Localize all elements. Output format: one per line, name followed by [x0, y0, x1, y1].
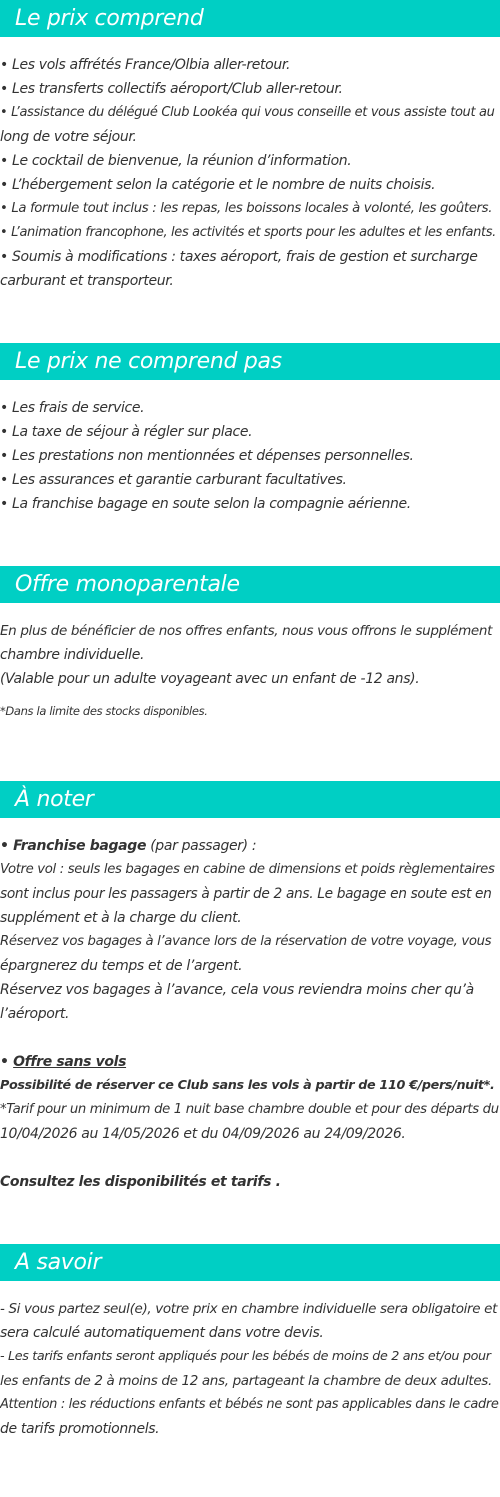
section-a-savoir — [0, 1244, 500, 1441]
paragraph-line: Votre vol : seuls les bagages en cabine de dimensions et poids règlementaires — [0, 862, 495, 877]
offre-highlight: Possibilité de réserver ce Club sans les vols à partir de 110 €/pers/nuit*. — [0, 1078, 495, 1093]
list-item: • Les assurances et garantie carburant facultatives. — [0, 472, 347, 488]
section-a-noter — [0, 781, 500, 1194]
section-body — [0, 53, 500, 293]
offre-bullet: • — [0, 1054, 14, 1070]
paragraph-line: (Valable pour un adulte voyageant avec un enfant de -12 ans). — [0, 671, 420, 687]
section-body — [0, 1297, 500, 1441]
footnote: *Dans la limite des stocks disponibles. — [0, 704, 208, 718]
list-item: • Soumis à modifications : taxes aéroport, frais de gestion et surcharge — [0, 249, 478, 265]
paragraph-line: Réservez vos bagages à l’avance, cela vous reviendra moins cher qu’à — [0, 982, 474, 998]
list-item: • Les transferts collectifs aéroport/Club aller-retour. — [0, 81, 343, 97]
section-title: Le prix comprend — [0, 0, 500, 37]
paragraph-line: 10/04/2026 au 14/05/2026 et du 04/09/2026 au 24/09/2026. — [0, 1126, 406, 1142]
paragraph-line: épargnerez du temps et de l’argent. — [0, 958, 243, 974]
paragraph-line: *Tarif pour un minimum de 1 nuit base chambre double et pour des départs du — [0, 1102, 499, 1117]
consultez-link[interactable]: Consultez les disponibilités et tarifs . — [0, 1174, 281, 1190]
list-item: • L’animation francophone, les activités et sports pour les adultes et les enfants. — [0, 225, 496, 240]
list-item: • Le cocktail de bienvenue, la réunion d’information. — [0, 153, 352, 169]
section-body — [0, 619, 500, 721]
section-title: Offre monoparentale — [0, 566, 500, 603]
section-title: À noter — [0, 781, 500, 818]
paragraph-line: supplément et à la charge du client. — [0, 910, 242, 926]
section-offre-monoparentale — [0, 566, 500, 721]
list-item: • La taxe de séjour à régler sur place. — [0, 424, 253, 440]
paragraph-line: les enfants de 2 à moins de 12 ans, partageant la chambre de deux adultes. — [0, 1373, 492, 1389]
offre-sans-vols-link[interactable]: Offre sans vols — [13, 1054, 127, 1070]
list-item: long de votre séjour. — [0, 129, 137, 145]
paragraph-line: sera calculé automatiquement dans votre devis. — [0, 1325, 324, 1341]
list-item: • La formule tout inclus : les repas, les boissons locales à volonté, les goûters. — [0, 201, 493, 216]
franchise-heading — [0, 834, 500, 858]
list-item: • La franchise bagage en soute selon la compagnie aérienne. — [0, 496, 411, 512]
paragraph-line: Réservez vos bagages à l’avance lors de la réservation de votre voyage, vous — [0, 934, 492, 949]
paragraph-line: chambre individuelle. — [0, 647, 145, 663]
paragraph-line: sont inclus pour les passagers à partir de 2 ans. Le bagage en soute est en — [0, 886, 492, 902]
paragraph-line: - Si vous partez seul(e), votre prix en chambre individuelle sera obligatoire et — [0, 1301, 498, 1317]
section-prix-ne-comprend-pas — [0, 343, 500, 516]
paragraph-line: l’aéroport. — [0, 1006, 70, 1022]
section-prix-comprend — [0, 0, 500, 293]
section-title: A savoir — [0, 1244, 500, 1281]
franchise-label: • Franchise bagage — [0, 838, 147, 854]
paragraph-line: - Les tarifs enfants seront appliqués pour les bébés de moins de 2 ans et/ou pour — [0, 1349, 491, 1364]
section-title: Le prix ne comprend pas — [0, 343, 500, 380]
list-item: carburant et transporteur. — [0, 273, 174, 289]
paragraph-line: En plus de bénéficier de nos offres enfants, nous vous offrons le supplément — [0, 623, 493, 639]
section-body — [0, 834, 500, 1194]
paragraph-line: Attention : les réductions enfants et bébés ne sont pas applicables dans le cadre — [0, 1397, 499, 1412]
list-item: • L’hébergement selon la catégorie et le nombre de nuits choisis. — [0, 177, 436, 193]
list-item: • L’assistance du délégué Club Lookéa qui vous conseille et vous assiste tout au — [0, 105, 495, 120]
list-item: • Les prestations non mentionnées et dépenses personnelles. — [0, 448, 414, 464]
offre-heading — [0, 1050, 500, 1074]
franchise-suffix: (par passager) : — [146, 838, 257, 854]
list-item: • Les frais de service. — [0, 400, 145, 416]
paragraph-line: de tarifs promotionnels. — [0, 1421, 160, 1437]
section-body — [0, 396, 500, 516]
list-item: • Les vols affrétés France/Olbia aller-retour. — [0, 57, 291, 73]
